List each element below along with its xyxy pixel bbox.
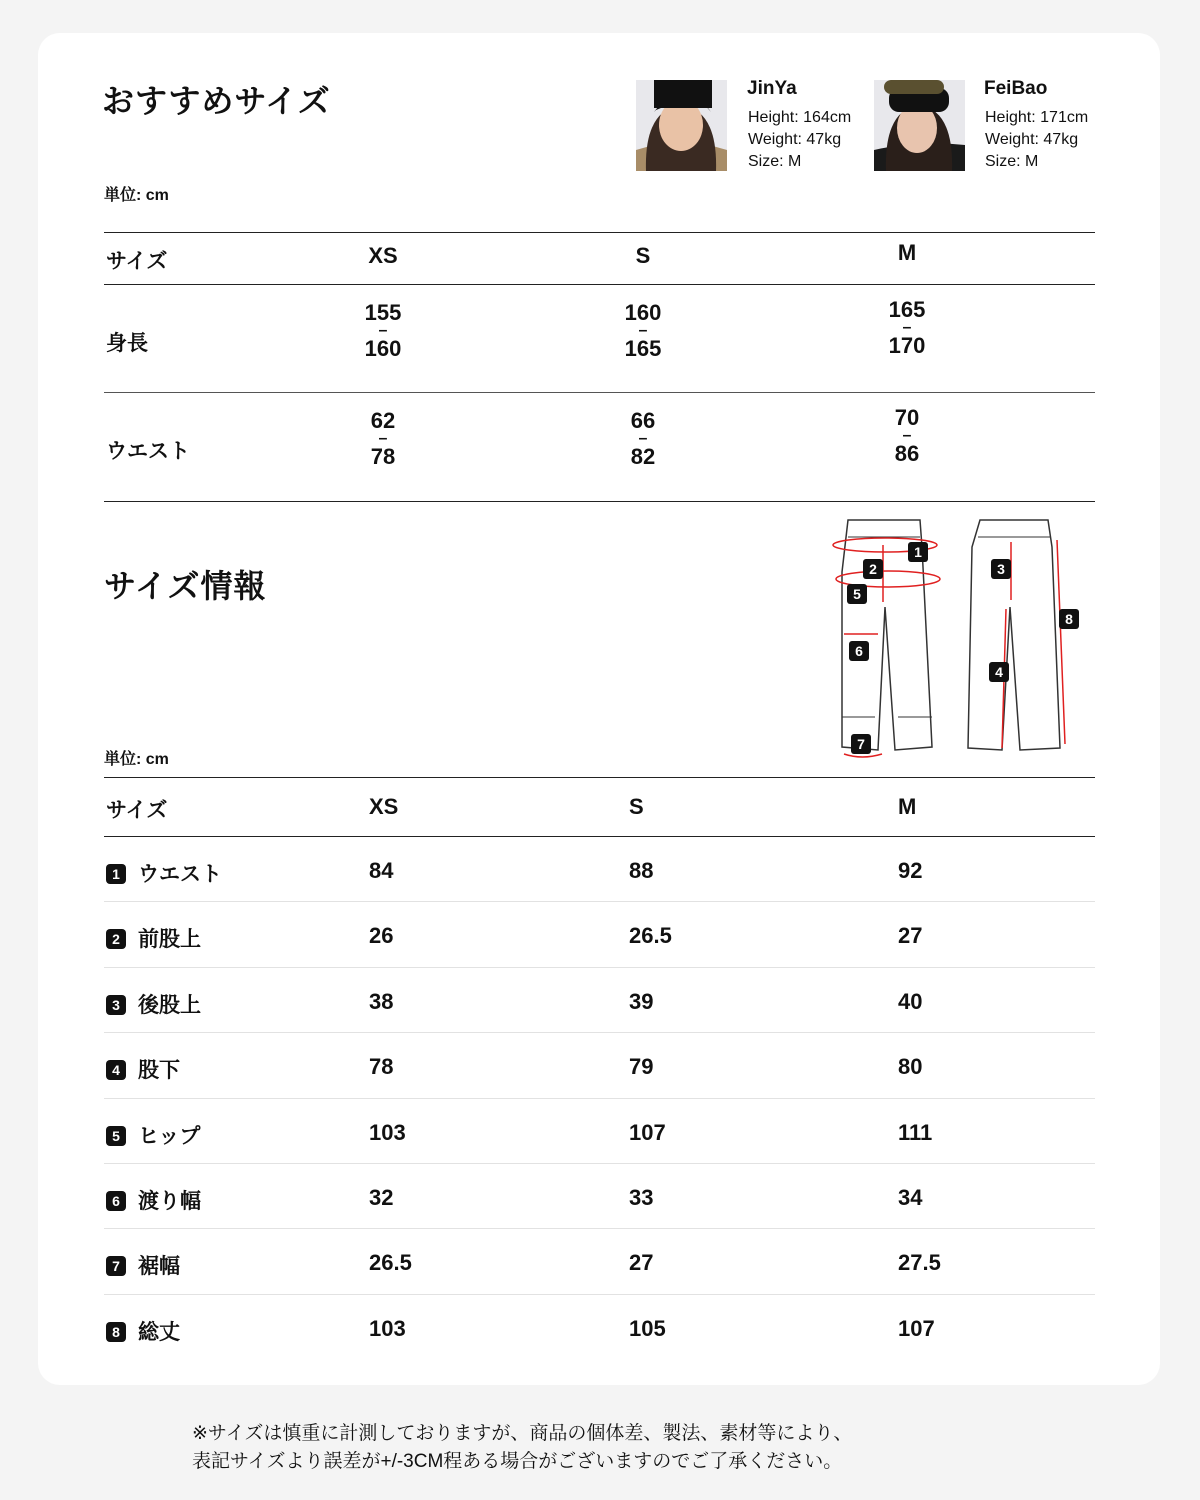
svg-text:8: 8: [1065, 611, 1073, 627]
range-separator: –: [378, 430, 388, 447]
diagram-badge: [991, 559, 1011, 579]
disclaimer-line: 表記サイズより誤差が+/-3CM程ある場合がございますのでご了承ください。: [192, 1451, 843, 1472]
diagram-badge: [849, 641, 869, 661]
svg-text:3: 3: [997, 561, 1005, 577]
measurement-name: 渡り幅: [138, 1190, 201, 1213]
model-photo-jinya: [636, 80, 727, 171]
divider: [104, 836, 1095, 837]
divider: [104, 1228, 1095, 1229]
table-cell: 32: [369, 1185, 394, 1210]
divider: [104, 392, 1095, 393]
range-min: 62: [370, 408, 396, 433]
measurement-number-badge: 7: [106, 1256, 126, 1276]
divider: [104, 501, 1095, 502]
size-range: [371, 410, 395, 468]
model-height: Height: 171cm: [985, 109, 1089, 126]
range-max: 160: [364, 336, 402, 361]
disclaimer: [192, 1420, 852, 1476]
table-cell: 26: [369, 923, 394, 949]
measurement-number-badge: 1: [106, 864, 126, 884]
recommended-size-title: おすすめサイズ: [102, 83, 331, 119]
header-s: S: [629, 794, 644, 819]
measurement-name: 総丈: [138, 1320, 180, 1344]
size-range: [625, 302, 662, 360]
svg-text:2: 2: [869, 561, 877, 577]
range-separator: –: [902, 319, 912, 336]
table-cell: 40: [898, 988, 923, 1014]
size-info-title: サイズ情報: [104, 568, 267, 604]
divider: [104, 901, 1095, 902]
svg-text:7: 7: [857, 736, 865, 752]
measurement-number-badge: 8: [106, 1322, 126, 1342]
table-cell: 78: [369, 1054, 394, 1080]
pants-measurement-diagram: [820, 512, 1090, 767]
range-separator: –: [638, 430, 648, 447]
measurement-number-badge: 2: [106, 929, 126, 949]
range-max: 82: [630, 444, 656, 469]
diagram-badge: [989, 662, 1009, 682]
range-max: 170: [888, 333, 926, 358]
model-name: JinYa: [747, 78, 797, 99]
model-photo-feibao: [874, 80, 965, 171]
table-cell: 80: [898, 1054, 923, 1080]
model-size: Size: M: [985, 153, 1039, 170]
table-cell: 105: [629, 1315, 666, 1341]
table-cell: 38: [369, 988, 394, 1014]
measurement-name: 股下: [138, 1059, 180, 1083]
table-cell: 111: [898, 1119, 933, 1145]
diagram-badge: [847, 584, 867, 604]
divider: [104, 777, 1095, 778]
range-min: 66: [630, 408, 656, 433]
disclaimer-line: ※サイズは慎重に計測しておりますが、商品の個体差、製法、素材等により、: [192, 1423, 853, 1444]
table-cell: 84: [369, 858, 394, 883]
range-min: 160: [624, 300, 662, 325]
diagram-badge: [908, 542, 928, 562]
table-cell: 92: [898, 858, 923, 883]
row-label: 身長: [106, 332, 148, 355]
diagram-badge: [1059, 609, 1079, 629]
divider: [104, 1098, 1095, 1099]
header-size: サイズ: [106, 250, 168, 273]
measurement-name: ヒップ: [138, 1124, 201, 1148]
range-min: 155: [364, 300, 402, 325]
table-cell: 27: [629, 1250, 654, 1276]
model-weight: Weight: 47kg: [985, 131, 1079, 148]
measurement-name: ウエスト: [138, 863, 222, 886]
row-label: ウエスト: [106, 440, 190, 463]
header-m: M: [898, 794, 917, 819]
header-s: S: [635, 243, 651, 268]
header-xs: XS: [368, 243, 398, 268]
size-range: [889, 299, 926, 357]
svg-text:5: 5: [853, 586, 861, 602]
range-separator: –: [902, 427, 912, 444]
table-cell: 26.5: [369, 1250, 412, 1276]
table-row-label: [106, 989, 201, 1019]
divider: [104, 1294, 1095, 1295]
size-range: [895, 407, 919, 465]
range-min: 70: [894, 405, 920, 430]
header-xs: XS: [369, 794, 399, 819]
range-min: 165: [888, 297, 926, 322]
diagram-badge: [863, 559, 883, 579]
range-max: 86: [894, 441, 920, 466]
table-row-label: [106, 1250, 180, 1280]
svg-text:6: 6: [855, 643, 863, 659]
table-row-label: [106, 923, 201, 953]
unit-label: 単位: cm: [104, 187, 169, 204]
model-height: Height: 164cm: [748, 109, 852, 126]
range-separator: –: [638, 322, 648, 339]
svg-text:1: 1: [914, 544, 922, 560]
header-m: M: [897, 240, 917, 265]
measurement-number-badge: 5: [106, 1126, 126, 1146]
table-row-label: [106, 1120, 200, 1150]
table-row-label: [106, 1185, 201, 1215]
table-cell: 27.5: [898, 1250, 941, 1276]
size-range: [631, 410, 655, 468]
table-row-label: [106, 1316, 180, 1346]
table-cell: 103: [369, 1119, 406, 1145]
table-cell: 39: [629, 988, 654, 1014]
measurement-number-badge: 6: [106, 1191, 126, 1211]
unit-label: 単位: cm: [104, 751, 169, 768]
measurement-name: 裾幅: [138, 1255, 180, 1279]
divider: [104, 967, 1095, 968]
divider: [104, 284, 1095, 285]
table-cell: 107: [898, 1315, 935, 1341]
measurement-number-badge: 3: [106, 995, 126, 1015]
divider: [104, 1163, 1095, 1164]
model-size: Size: M: [748, 153, 802, 170]
range-max: 165: [624, 336, 662, 361]
measurement-name: 後股上: [138, 993, 201, 1017]
table-cell: 34: [898, 1185, 923, 1210]
divider: [104, 1032, 1095, 1033]
table-cell: 103: [369, 1315, 406, 1341]
table-row-label: [106, 1054, 180, 1084]
table-cell: 26.5: [629, 923, 672, 949]
table-cell: 27: [898, 923, 923, 949]
range-separator: –: [378, 322, 388, 339]
model-name: FeiBao: [984, 78, 1048, 99]
measurement-number-badge: 4: [106, 1060, 126, 1080]
range-max: 78: [370, 444, 396, 469]
svg-text:4: 4: [995, 664, 1003, 680]
header-size: サイズ: [106, 799, 168, 822]
measurement-name: 前股上: [138, 928, 201, 952]
table-row-label: [106, 858, 222, 888]
size-range: [365, 302, 402, 360]
model-weight: Weight: 47kg: [748, 131, 842, 148]
table-cell: 79: [629, 1054, 654, 1080]
divider: [104, 232, 1095, 233]
table-cell: 107: [629, 1119, 666, 1145]
diagram-badge: [851, 734, 871, 754]
table-cell: 88: [629, 858, 654, 883]
table-cell: 33: [629, 1185, 654, 1210]
